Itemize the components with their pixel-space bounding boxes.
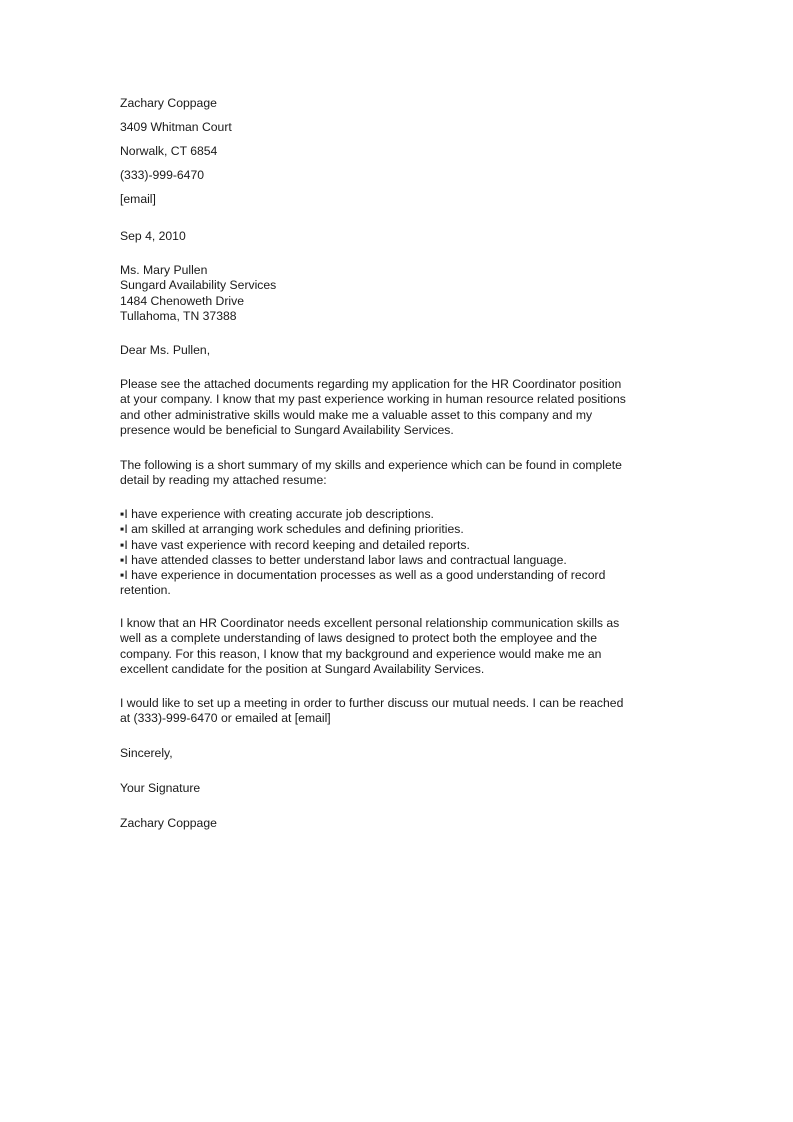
paragraph-line: presence would be beneficial to Sungard Availability Services. bbox=[120, 422, 454, 437]
paragraph-meeting bbox=[120, 696, 680, 727]
sender-city: Norwalk, CT 6854 bbox=[120, 144, 218, 158]
sender-name: Zachary Coppage bbox=[120, 96, 217, 110]
paragraph-line: I know that an HR Coordinator needs excellent personal relationship communication skills as bbox=[120, 616, 620, 630]
sender-email: [email] bbox=[120, 192, 156, 206]
recipient-company: Sungard Availability Services bbox=[120, 278, 277, 293]
paragraph-summary bbox=[120, 458, 680, 489]
paragraph-line: and other administrative skills would make me a valuable asset to this company and my bbox=[120, 407, 593, 422]
list-item: ▪I have attended classes to better understand labor laws and contractual language. bbox=[120, 552, 567, 567]
recipient-name: Ms. Mary Pullen bbox=[120, 263, 208, 277]
paragraph-qualifications bbox=[120, 616, 680, 677]
list-item: ▪I have experience in documentation processes as well as a good understanding of record bbox=[120, 568, 606, 583]
list-item: ▪I am skilled at arranging work schedules and defining priorities. bbox=[120, 522, 464, 537]
salutation: Dear Ms. Pullen, bbox=[120, 343, 211, 357]
paragraph-line: at (333)-999-6470 or emailed at [email] bbox=[120, 711, 331, 726]
recipient-street: 1484 Chenoweth Drive bbox=[120, 293, 244, 308]
closing: Sincerely, bbox=[120, 746, 173, 760]
list-item: ▪I have vast experience with record keeping and detailed reports. bbox=[120, 537, 470, 552]
paragraph-line: well as a complete understanding of laws designed to protect both the employee and the bbox=[120, 631, 597, 646]
paragraph-intro bbox=[120, 377, 680, 438]
recipient-address bbox=[120, 263, 680, 324]
list-item: ▪I have experience with creating accurate job descriptions. bbox=[120, 507, 434, 521]
list-item: retention. bbox=[120, 583, 171, 598]
paragraph-line: at your company. I know that my past experience working in human resource related positions bbox=[120, 392, 626, 407]
paragraph-line: I would like to set up a meeting in order to further discuss our mutual needs. I can be reached bbox=[120, 696, 624, 710]
paragraph-line: detail by reading my attached resume: bbox=[120, 473, 327, 488]
skills-list bbox=[120, 507, 680, 599]
recipient-city: Tullahoma, TN 37388 bbox=[120, 308, 237, 323]
paragraph-line: excellent candidate for the position at Sungard Availability Services. bbox=[120, 661, 485, 676]
paragraph-line: Please see the attached documents regarding my application for the HR Coordinator position bbox=[120, 377, 622, 391]
sender-phone: (333)-999-6470 bbox=[120, 168, 205, 182]
sender-street: 3409 Whitman Court bbox=[120, 120, 232, 134]
letter-date: Sep 4, 2010 bbox=[120, 229, 186, 243]
paragraph-line: The following is a short summary of my skills and experience which can be found in complete bbox=[120, 458, 622, 472]
signoff-name: Zachary Coppage bbox=[120, 816, 217, 830]
signature: Your Signature bbox=[120, 781, 201, 795]
paragraph-line: company. For this reason, I know that my background and experience would make me an bbox=[120, 646, 602, 661]
